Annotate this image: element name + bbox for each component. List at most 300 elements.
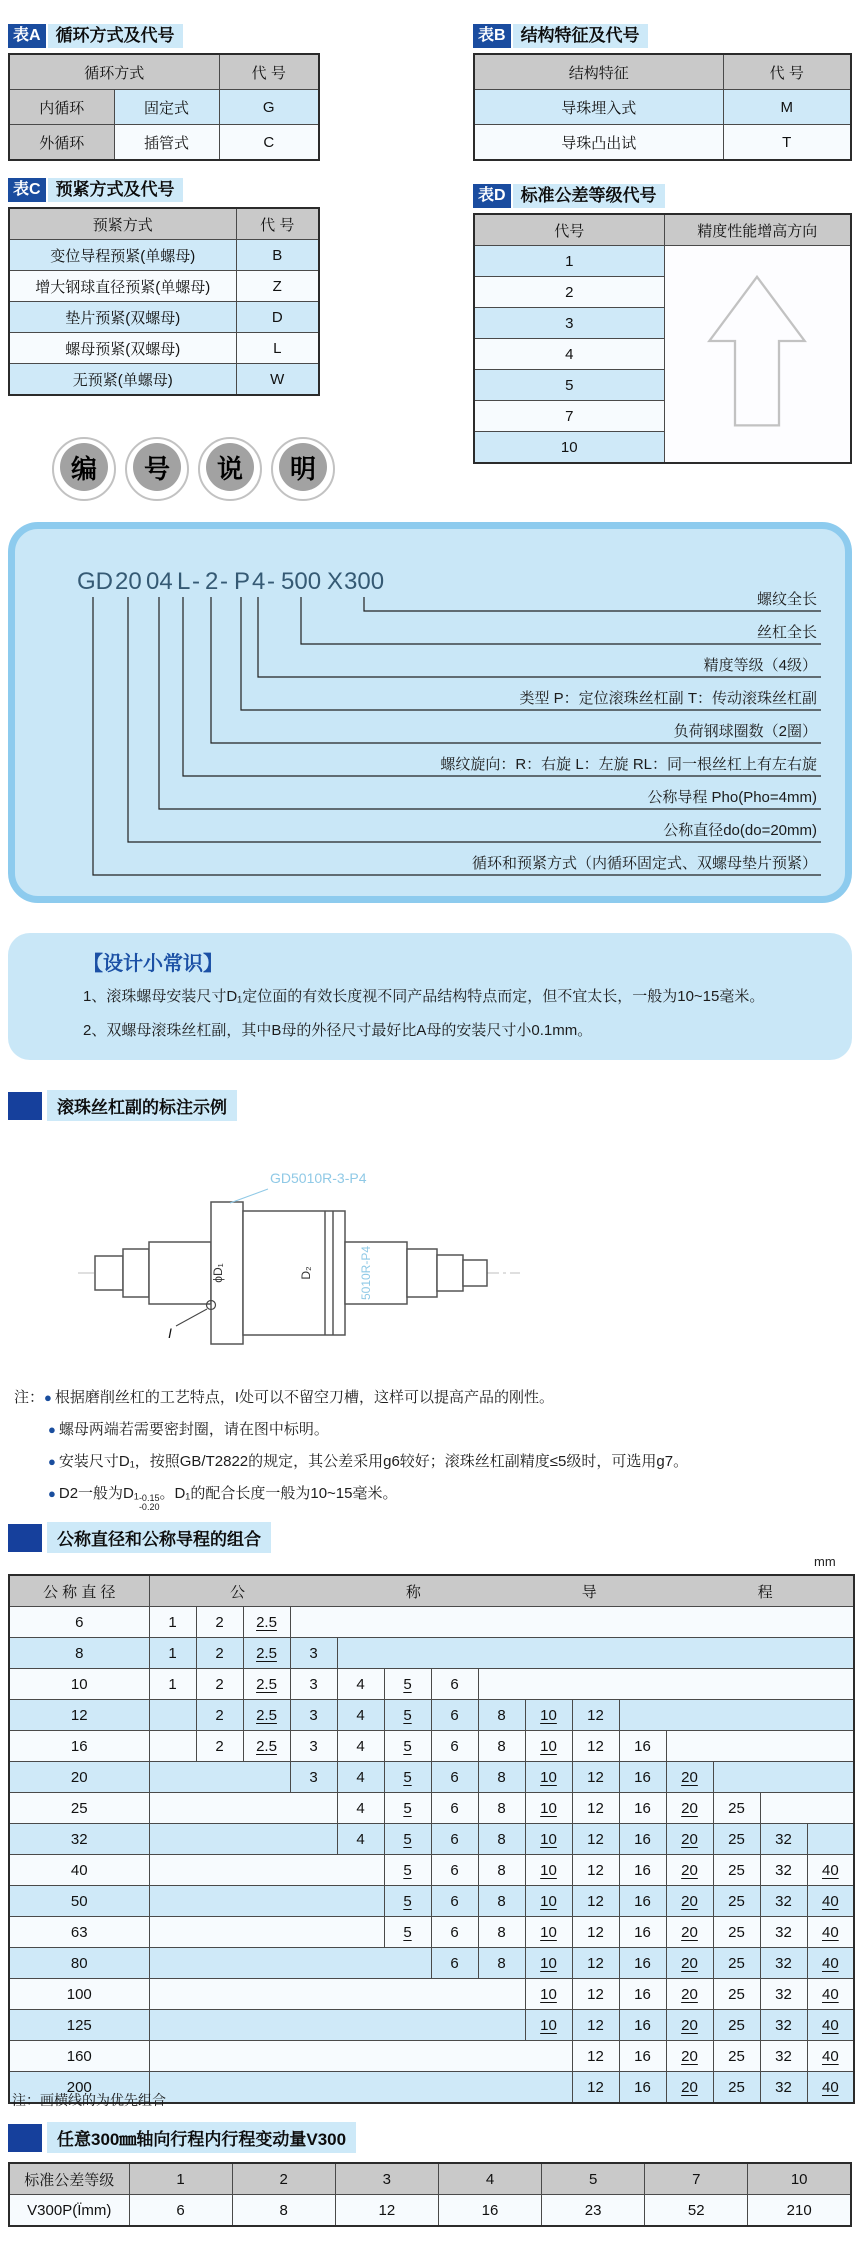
grade-cell: 3: [474, 308, 664, 339]
lead-value-cell: 32: [760, 2041, 807, 2072]
diameter-row: [9, 1700, 854, 1731]
v300-value-cell: 16: [438, 2195, 541, 2227]
stamp-seal: [198, 437, 262, 501]
table-a-title: 循环方式及代号: [48, 24, 183, 48]
code-token: X: [327, 568, 344, 595]
numbering-stamps: [52, 437, 344, 501]
code-cell: L: [236, 333, 319, 364]
grade-header-cell: 4: [438, 2163, 541, 2195]
table-row: [474, 90, 851, 125]
section-square: [8, 2124, 42, 2152]
lead-value-cell: 16: [619, 1886, 666, 1917]
lead-value-cell: 8: [478, 1762, 525, 1793]
diameter-cell: 16: [9, 1731, 149, 1762]
code-token: 20: [115, 568, 142, 595]
lead-value-cell: 12: [572, 1886, 619, 1917]
diameter-row: [9, 2010, 854, 2041]
code-token: L: [177, 568, 191, 595]
lead-value-cell: 12: [572, 1700, 619, 1731]
lead-value-cell: 12: [572, 1762, 619, 1793]
structure-table: [473, 53, 852, 161]
header-row: [474, 54, 851, 90]
numbering-diagram: [15, 529, 845, 896]
right-journal: [437, 1255, 463, 1291]
table-row: [9, 125, 319, 161]
lead-value-cell: 5: [384, 1886, 431, 1917]
table-d-title: 标准公差等级代号: [513, 184, 665, 208]
note-text: 根据磨削丝杠的工艺特点，I处可以不留空刀槽，这样可以提高产品的刚性。: [54, 1389, 555, 1406]
empty-cell: [337, 1638, 854, 1669]
code-token: 500: [281, 568, 322, 595]
table-row: [9, 302, 319, 333]
lead-value-cell: 4: [337, 1700, 384, 1731]
table-c-block: [8, 178, 320, 396]
diameter-cell: 200: [9, 2072, 149, 2104]
right-step: [407, 1249, 437, 1297]
code-token: GD: [77, 568, 113, 595]
lead-value-cell: 16: [619, 2010, 666, 2041]
lead-value-cell: 16: [619, 1762, 666, 1793]
table-row: [9, 333, 319, 364]
lead-value-cell: 6: [431, 1824, 478, 1855]
lead-value-cell: 40: [807, 2041, 854, 2072]
note-text: D2一般为D₁: [58, 1485, 139, 1502]
lead-value-cell: 10: [525, 2010, 572, 2041]
grade-row-header: 标准公差等级: [9, 2163, 129, 2195]
empty-cell: [666, 1731, 854, 1762]
section-square: [8, 1092, 42, 1120]
lead-value-cell: 3: [290, 1700, 337, 1731]
lead-value-cell: 12: [572, 1793, 619, 1824]
note-text: 。D₁的配合长度一般为10~15毫米。: [159, 1485, 398, 1502]
stamp-seal: [271, 437, 335, 501]
stamp-character: 明: [279, 443, 327, 491]
column-header: 代 号: [236, 208, 319, 240]
lead-value-cell: 5: [384, 1855, 431, 1886]
tips-line: 1、滚珠螺母安装尺寸D₁定位面的有效长度视不同产品结构特点而定，但不宜太长，一般为10~15毫米。: [83, 988, 765, 1005]
code-token: -: [220, 568, 228, 595]
code-cell: M: [723, 90, 851, 125]
empty-cell: [149, 2041, 572, 2072]
lead-value-cell: 5: [384, 1762, 431, 1793]
lead-value-cell: 1: [149, 1607, 196, 1638]
empty-cell: [149, 1917, 384, 1948]
diameter-cell: 6: [9, 1607, 149, 1638]
lead-value-cell: 20: [666, 2072, 713, 2104]
grade-cell: 1: [474, 246, 664, 277]
empty-cell: [149, 2072, 572, 2104]
lead-value-cell: 6: [431, 1948, 478, 1979]
code-label: 循环和预紧方式（内循环固定式、双螺母垫片预紧）: [471, 855, 817, 872]
lead-value-cell: 3: [290, 1669, 337, 1700]
lead-value-cell: 10: [525, 1855, 572, 1886]
code-cell: W: [236, 364, 319, 396]
table-c-badge: 表C: [8, 178, 46, 202]
empty-cell: [807, 1824, 854, 1855]
empty-cell: [149, 1979, 525, 2010]
empty-cell: [149, 1824, 337, 1855]
value-row: [9, 2195, 851, 2227]
lead-value-cell: 4: [337, 1669, 384, 1700]
code-label: 丝杠全长: [756, 624, 817, 641]
bullet-icon: ●: [48, 1454, 56, 1469]
lead-value-cell: 8: [478, 1793, 525, 1824]
lead-value-cell: 40: [807, 1855, 854, 1886]
lead-value-cell: 5: [384, 1793, 431, 1824]
note-line: [14, 1382, 854, 1414]
empty-cell: [713, 1762, 854, 1793]
diameter-lead-table: [8, 1574, 855, 2104]
lead-value-cell: 32: [760, 2010, 807, 2041]
code-token: P: [234, 568, 251, 595]
empty-cell: [149, 1700, 196, 1731]
lead-value-cell: 16: [619, 1948, 666, 1979]
diameter-row: [9, 1731, 854, 1762]
v300-value-cell: 12: [335, 2195, 438, 2227]
note-line: [14, 1414, 854, 1446]
lead-value-cell: 4: [337, 1762, 384, 1793]
grade-header-cell: 1: [129, 2163, 232, 2195]
code-cell: D: [236, 302, 319, 333]
lead-value-cell: 40: [807, 1948, 854, 1979]
empty-cell: [149, 2010, 525, 2041]
lead-value-cell: 25: [713, 1917, 760, 1948]
table-d-block: [473, 184, 852, 464]
lead-value-cell: 40: [807, 1979, 854, 2010]
code-label: 公称导程 Pho(Pho=4mm): [647, 789, 817, 806]
table-cell: 螺母预紧(双螺母): [9, 333, 236, 364]
empty-cell: [149, 1762, 290, 1793]
empty-cell: [619, 1700, 854, 1731]
lead-value-cell: 8: [478, 1700, 525, 1731]
code-label: 类型 P：定位滚珠丝杠副 T：传动滚珠丝杠副: [519, 690, 817, 707]
code-token: 04: [146, 568, 173, 595]
lead-value-cell: 10: [525, 1979, 572, 2010]
table-b-block: [473, 24, 852, 161]
lead-value-cell: 6: [431, 1886, 478, 1917]
lead-value-cell: 32: [760, 1917, 807, 1948]
lead-value-cell: 5: [384, 1917, 431, 1948]
lead-value-cell: 16: [619, 2072, 666, 2104]
table-d-badge: 表D: [473, 184, 511, 208]
diameter-row: [9, 1824, 854, 1855]
column-header: 代号: [474, 214, 664, 246]
lead-value-cell: 12: [572, 1824, 619, 1855]
left-screw-shaft: [149, 1242, 211, 1304]
lead-header-spread: [150, 1581, 854, 1602]
lead-value-cell: 10: [525, 1886, 572, 1917]
stamp-character: 编: [60, 443, 108, 491]
table-b-badge: 表B: [473, 24, 511, 48]
dim-d2-label: D₂: [299, 1266, 313, 1280]
unit-label: mm: [814, 1554, 836, 1569]
lead-value-cell: 6: [431, 1917, 478, 1948]
code-cell: G: [219, 90, 319, 125]
v300-value-cell: 52: [645, 2195, 748, 2227]
lead-value-cell: 8: [478, 1948, 525, 1979]
header-row: [9, 208, 319, 240]
lead-value-cell: 2: [196, 1731, 243, 1762]
lead-value-cell: 12: [572, 2041, 619, 2072]
lead-value-cell: 32: [760, 1948, 807, 1979]
lead-value-cell: 16: [619, 1917, 666, 1948]
lead-value-cell: 12: [572, 2072, 619, 2104]
tips-line: 2、双螺母滚珠丝杠副，其中B母的外径尺寸最好比A母的安装尺寸小0.1mm。: [83, 1022, 593, 1039]
marking-notes: [14, 1382, 854, 1512]
grade-cell: 4: [474, 339, 664, 370]
stamp-seal: [125, 437, 189, 501]
table-cell: 增大钢球直径预紧(单螺母): [9, 271, 236, 302]
tolerance-grade-table: [473, 213, 852, 464]
lead-value-cell: 10: [525, 1793, 572, 1824]
lead-value-cell: 20: [666, 1917, 713, 1948]
lead-value-cell: 6: [431, 1700, 478, 1731]
dim-d1-label: ϕD₁: [211, 1263, 225, 1283]
v300-value-cell: 8: [232, 2195, 335, 2227]
lead-value-cell: 16: [619, 1979, 666, 2010]
lead-value-cell: 6: [431, 1793, 478, 1824]
header-row: [9, 54, 319, 90]
lead-value-cell: 25: [713, 1948, 760, 1979]
code-label: 螺纹旋向：R：右旋 L：左旋 RL：同一根丝杠上有左右旋: [440, 756, 817, 773]
lead-value-cell: 2: [196, 1669, 243, 1700]
code-token: -: [267, 568, 275, 595]
lead-value-cell: 6: [431, 1731, 478, 1762]
lead-value-cell: 25: [713, 2041, 760, 2072]
lead-value-cell: 16: [619, 2041, 666, 2072]
right-end-journal: [463, 1260, 487, 1286]
lead-value-cell: 1: [149, 1638, 196, 1669]
table-cell: 导珠凸出试: [474, 125, 723, 161]
grade-cell: 7: [474, 401, 664, 432]
code-token: -: [192, 568, 200, 595]
part-number-leader: [230, 1189, 268, 1203]
diameter-cell: 40: [9, 1855, 149, 1886]
lead-value-cell: 20: [666, 1793, 713, 1824]
combo-section-header: [8, 1522, 271, 1553]
lead-value-cell: 25: [713, 2072, 760, 2104]
code-label: 负荷钢球圈数（2圈）: [673, 723, 817, 740]
column-header: 结构特征: [474, 54, 723, 90]
table-a-header: [8, 24, 320, 48]
point-i-label: I: [168, 1325, 172, 1341]
lead-value-cell: 2.5: [243, 1607, 290, 1638]
diameter-row: [9, 1607, 854, 1638]
lead-value-cell: 20: [666, 1979, 713, 2010]
diameter-row: [9, 1669, 854, 1700]
table-row: [9, 271, 319, 302]
code-token: 4: [252, 568, 266, 595]
diameter-row: [9, 1886, 854, 1917]
v300-value-cell: 23: [542, 2195, 645, 2227]
code-cell: B: [236, 240, 319, 271]
lead-value-cell: 1: [149, 1669, 196, 1700]
lead-value-cell: 4: [337, 1824, 384, 1855]
lead-value-cell: 16: [619, 1793, 666, 1824]
lead-column-header: [149, 1575, 854, 1607]
lead-value-cell: 32: [760, 1979, 807, 2010]
diameter-row: [9, 1979, 854, 2010]
lead-value-cell: 40: [807, 2010, 854, 2041]
lead-header-char: 导: [581, 1583, 597, 1601]
code-label: 公称直径do(do=20mm): [663, 822, 817, 839]
lead-value-cell: 20: [666, 1886, 713, 1917]
diameter-row: [9, 1855, 854, 1886]
table-row: [9, 90, 319, 125]
lead-value-cell: 10: [525, 1731, 572, 1762]
v300-table: [8, 2162, 852, 2227]
stamp-character: 说: [206, 443, 254, 491]
lead-value-cell: 20: [666, 1762, 713, 1793]
lead-value-cell: 25: [713, 1886, 760, 1917]
preload-table: [8, 207, 320, 396]
table-c-title: 预紧方式及代号: [48, 178, 183, 202]
table-cell: 导珠埋入式: [474, 90, 723, 125]
v300-row-header: V300P(Ïmm): [9, 2195, 129, 2227]
column-header: 预紧方式: [9, 208, 236, 240]
marking-section-title: 滚珠丝杠副的标注示例: [47, 1090, 237, 1121]
column-header: 精度性能增高方向: [664, 214, 851, 246]
lead-value-cell: 25: [713, 1793, 760, 1824]
lead-value-cell: 25: [713, 1824, 760, 1855]
lead-header-char: 称: [405, 1583, 421, 1601]
tolerance-upper: -0.15: [138, 1493, 160, 1503]
grade-header-cell: 10: [748, 2163, 851, 2195]
lead-value-cell: 25: [713, 1855, 760, 1886]
lead-value-cell: 32: [760, 1886, 807, 1917]
bullet-icon: ●: [48, 1486, 56, 1501]
lead-value-cell: 12: [572, 1948, 619, 1979]
diameter-cell: 10: [9, 1669, 149, 1700]
marking-section-header: [8, 1090, 237, 1121]
lead-value-cell: 32: [760, 1855, 807, 1886]
lead-value-cell: 20: [666, 2041, 713, 2072]
lead-value-cell: 5: [384, 1824, 431, 1855]
combo-section-title: 公称直径和公称导程的组合: [47, 1522, 271, 1553]
table-cell: 固定式: [114, 90, 219, 125]
header-row: [9, 2163, 851, 2195]
grade-header-cell: 2: [232, 2163, 335, 2195]
lead-value-cell: 2: [196, 1700, 243, 1731]
lead-value-cell: 32: [760, 2072, 807, 2104]
diameter-cell: 160: [9, 2041, 149, 2072]
table-cell: 变位导程预紧(单螺母): [9, 240, 236, 271]
lead-value-cell: 8: [478, 1731, 525, 1762]
lead-value-cell: 20: [666, 2010, 713, 2041]
point-i-leader: [176, 1309, 207, 1326]
lead-value-cell: 10: [525, 1700, 572, 1731]
grade-header-cell: 7: [645, 2163, 748, 2195]
diameter-cell: 12: [9, 1700, 149, 1731]
lead-value-cell: 20: [666, 1824, 713, 1855]
lead-value-cell: 2.5: [243, 1669, 290, 1700]
lead-value-cell: 12: [572, 2010, 619, 2041]
table-b-title: 结构特征及代号: [513, 24, 648, 48]
lead-value-cell: 8: [478, 1855, 525, 1886]
circulation-table: [8, 53, 320, 161]
header-row: [474, 214, 851, 246]
lead-value-cell: 12: [572, 1979, 619, 2010]
lead-value-cell: 40: [807, 2072, 854, 2104]
table-cell: 垫片预紧(双螺母): [9, 302, 236, 333]
empty-cell: [149, 1793, 337, 1824]
v300-section-header: [8, 2122, 356, 2153]
table-row: [474, 125, 851, 161]
lead-value-cell: 3: [290, 1762, 337, 1793]
diameter-cell: 50: [9, 1886, 149, 1917]
grade-cell: 10: [474, 432, 664, 464]
row-header-cell: 外循环: [9, 125, 114, 161]
empty-cell: [290, 1607, 854, 1638]
lead-header-char: 公: [229, 1583, 245, 1601]
tolerance-lower: -0.20: [138, 1502, 160, 1512]
diameter-row: [9, 1917, 854, 1948]
lead-value-cell: 2.5: [243, 1731, 290, 1762]
table-b-header: [473, 24, 852, 48]
lead-value-cell: 8: [478, 1824, 525, 1855]
tips-title: 【设计小常识】: [83, 953, 223, 975]
lead-value-cell: 5: [384, 1669, 431, 1700]
grade-header-cell: 3: [335, 2163, 438, 2195]
column-header: 循环方式: [9, 54, 219, 90]
lead-value-cell: 32: [760, 1824, 807, 1855]
table-row: [474, 246, 851, 277]
diameter-cell: 20: [9, 1762, 149, 1793]
right-screw-shaft: [345, 1242, 407, 1304]
left-end-journal: [95, 1256, 123, 1290]
diameter-cell: 63: [9, 1917, 149, 1948]
tolerance-stack: [139, 1494, 160, 1512]
empty-cell: [149, 1886, 384, 1917]
code-label: 螺纹全长: [756, 591, 817, 608]
diameter-cell: 125: [9, 2010, 149, 2041]
header-row: [9, 1575, 854, 1607]
diameter-row: [9, 1638, 854, 1669]
section-square: [8, 1524, 42, 1552]
note-text: 安装尺寸D₁，按照GB/T2822的规定，其公差采用g6较好；滚珠丝杠副精度≤5级时，可选用g7。: [58, 1453, 689, 1470]
diameter-row: [9, 1948, 854, 1979]
table-a-block: [8, 24, 320, 161]
lead-value-cell: 2.5: [243, 1638, 290, 1669]
empty-cell: [149, 1731, 196, 1762]
lead-value-cell: 6: [431, 1855, 478, 1886]
code-token: 2: [205, 568, 219, 595]
lead-value-cell: 20: [666, 1948, 713, 1979]
lead-header-char: 程: [757, 1583, 773, 1601]
lead-value-cell: 6: [431, 1762, 478, 1793]
table-cell: 无预紧(单螺母): [9, 364, 236, 396]
part-number-label: GD5010R-3-P4: [270, 1170, 367, 1186]
table-row: [9, 240, 319, 271]
notes-prefix: 注：: [14, 1389, 45, 1406]
diameter-cell: 100: [9, 1979, 149, 2010]
diameter-row: [9, 1762, 854, 1793]
lead-value-cell: 6: [431, 1669, 478, 1700]
code-label: 精度等级（4级）: [703, 657, 817, 674]
v300-value-cell: 210: [748, 2195, 851, 2227]
ballscrew-drawing: [70, 1145, 550, 1375]
lead-value-cell: 12: [572, 1855, 619, 1886]
shaft-code-label: 5010R-P4: [359, 1245, 373, 1301]
lead-value-cell: 2.5: [243, 1700, 290, 1731]
diameter-row: [9, 2041, 854, 2072]
table-d-header: [473, 184, 852, 208]
diameter-row: [9, 1793, 854, 1824]
table-cell: 插管式: [114, 125, 219, 161]
row-header-cell: 内循环: [9, 90, 114, 125]
lead-value-cell: 8: [478, 1917, 525, 1948]
table-c-header: [8, 178, 320, 202]
